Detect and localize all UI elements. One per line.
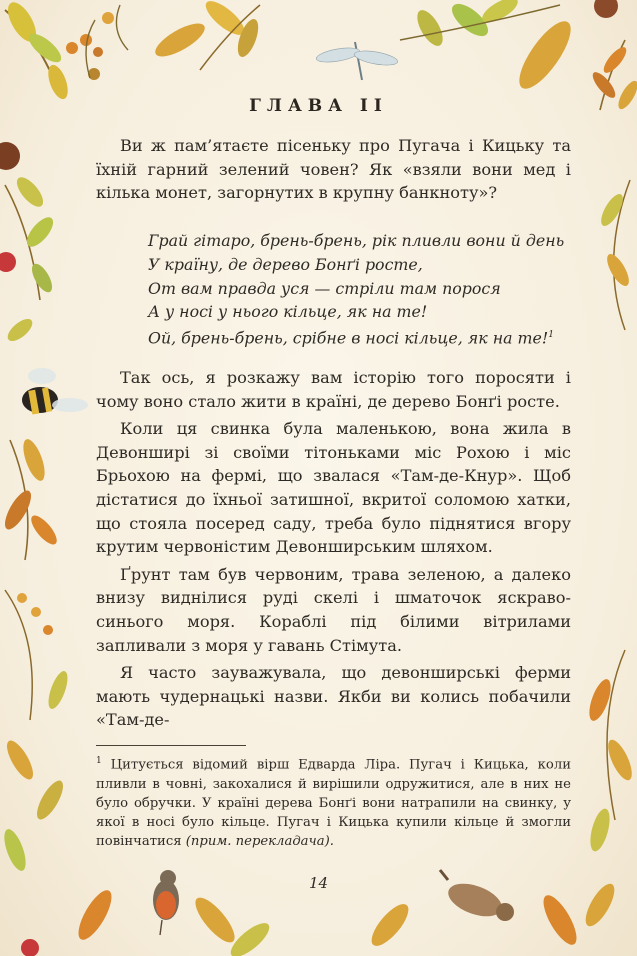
footnote-divider — [96, 745, 246, 746]
body-text — [96, 366, 571, 732]
body-paragraph: Так ось, я розкажу вам історію того поросяти і чому воно стало жити в країні, де дерево Бонґі росте. — [96, 368, 571, 411]
footnote-translator-note: (прим. перекладача). — [185, 834, 334, 850]
poem-line-last — [148, 324, 564, 350]
intro-paragraph: Ви ж пам’ятаєте пісеньку про Пугача і Кицьку та їхній гарний зелений човен? Як «взяли вони мед і кілька монет, загорнутих в крупну банкноту»? — [96, 136, 571, 203]
page-number: 14 — [308, 874, 329, 892]
footnote — [96, 752, 571, 851]
footnote-number: 1 — [96, 756, 102, 766]
poem-line: От вам правда уся — стріли там порося — [148, 278, 501, 298]
poem-line: У країну, де дерево Бонґі росте, — [148, 254, 423, 274]
poem-line: Грай гітаро, брень-брень, рік пливли вони й день — [148, 231, 565, 250]
body-paragraph: Ґрунт там був червоним, трава зеленою, а далеко внизу виднілися руді скелі і шматочок яскраво-синього моря. Кораблі під білими вітрилами запливали з моря у гавань Стімута. — [96, 564, 571, 655]
poem-quote — [148, 229, 564, 350]
body-paragraph: Коли ця свинка була маленькою, вона жила в Девонширі зі своїми тітоньками міс Рохою і міс Брьохою на фермі, що звалася «Там-де-Кнур». Щоб дістатися до їхньої затишної, вкритої соломою хатки, що стояла посеред саду, треба було піднятися вгору крутим червоністим Девонширським шляхом. — [96, 419, 571, 557]
chapter-title: ГЛАВА II — [249, 96, 388, 116]
intro-block — [96, 134, 571, 205]
poem-line: А у носі у нього кільце, як на те! — [148, 302, 428, 322]
body-paragraph: Я часто зауважувала, що девонширські ферми мають чудернацькі назви. Якби ви колись побачили «Там-де- — [96, 663, 571, 730]
footnote-marker[interactable]: 1 — [548, 330, 554, 341]
poem-line-text: Ой, брень-брень, срібне в носі кільце, як на те! — [148, 328, 549, 348]
footnote-text: Цитується відомий вірш Едварда Ліра. Пугач і Кицька, коли пливли в човні, закохалися й вирішили одружитися, але в них не було обручки. У країні дерева Бонґі вони натрапили на свинку, у якої в носі було кільце. Пугач і Кицька купили кільце й змогли повінчатися — [96, 757, 571, 850]
